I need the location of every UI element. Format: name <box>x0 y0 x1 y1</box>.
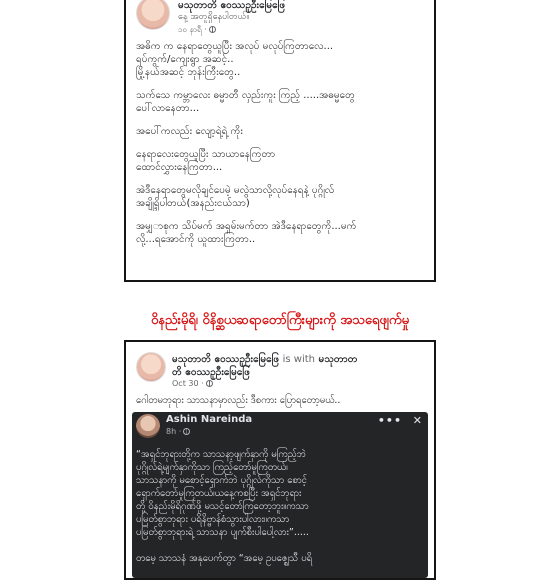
avatar[interactable] <box>136 352 166 382</box>
post-line: ထောင်လွှားနေကြတာ... <box>136 162 223 173</box>
post-line: အဲဒီနေရာတွေမလိုချင်ပေမဲ့ မလွဲသာလို့လုပ်နေရနဲ့ ပုဂ္ဂိုလ် <box>136 185 335 196</box>
shared-post-text <box>136 448 424 565</box>
post-time[interactable]: Oct 30 · <box>172 379 204 388</box>
post-paragraph <box>136 184 424 210</box>
shared-line: “အရှင်ဘုရားတို့က သာသနာ့ဖျက်နှာကို မကြည့်ဘဲ <box>136 449 306 460</box>
shared-line: သာသနာကို မစောင့်ရှောက်ဘဲ ပုဂ္ဂိုလ်ကိုသာ စောင့် <box>136 475 307 486</box>
post-line: နေရာလေးတွေယူပြီး သာယာနေကြတာ <box>136 149 276 160</box>
close-icon[interactable]: ✕ <box>412 414 422 427</box>
post-line: အမျှ‌ာစုက သိပ်မက် အရှမ်းမက်တာ အဲဒီနေရာတွေကို...မက် <box>136 221 357 232</box>
post-line: မြို့နယ်အဆင့် ဘုန်းကြီးတွေ.. <box>136 67 241 78</box>
post-line: အဓိက က နေရာတွေယူပြီး အလုပ် မလုပ်ကြတာလေ... <box>136 41 334 52</box>
shared-line: ရှောက်တော်မူကြတယ်၊ယနေ့ကစပြီး အရှင်ဘုရား <box>136 488 302 499</box>
globe-icon <box>206 380 213 387</box>
globe-icon <box>183 428 190 435</box>
bottom-post-card <box>124 340 436 580</box>
avatar[interactable] <box>136 0 170 30</box>
post-paragraph <box>136 148 424 174</box>
shared-line <box>136 539 424 552</box>
shared-post[interactable] <box>132 412 428 578</box>
shared-post-time <box>166 427 190 436</box>
post-meta <box>172 379 213 388</box>
post-line: သက်သေ ကမ္ဘာလေး ဓမ္မာတီ လှည်းကူး ကြည့် .....အဓမ္မတွေ <box>136 90 355 101</box>
post-body <box>136 40 424 256</box>
post-time[interactable]: ၁၀ နာရီ · <box>178 25 207 34</box>
post-line: အချို့ရှိပါတယ်(အနည်းငယ်သာ) <box>136 198 250 209</box>
shared-line: ပမြတ်စွာဘုရားရဲ့ သာသနာ ပျက်စီးပါပေါ့လား”..... <box>136 527 309 538</box>
more-options-icon[interactable]: ••• <box>377 414 402 427</box>
author-name-cont[interactable]: တိ ဧဝဿဉုဦးမြေဖြေ <box>172 367 250 378</box>
post-paragraph <box>136 125 424 138</box>
shared-line: တမေ့ သာသနံ အနုပေက်တွာ “အမေ့ ဥပဇ္ဈေသီ ပရိ <box>136 553 313 564</box>
author-name[interactable]: မသုတာတိ ဧဝဿဉုဦးမြေဖြေ <box>178 0 286 11</box>
tagged-name[interactable]: မသုတာတ <box>318 354 358 365</box>
shared-line: တို့ ဝိနည်းမိုရိဂုဏ်ဖို့ မသင့်တော်ကြတော့ဘူး။ကသာ <box>136 501 309 512</box>
author-status: နေ့ အတူရှိနေပါတယ်။ <box>178 12 250 22</box>
shared-line: ပုဂ္ဂိုလ်ရဲ့မျက်နှာကိုသာ ကြည့်တော်မူကြတယ်၊ <box>136 462 288 473</box>
post-intro: ဂေါတမဘုရား သာသနာမှာလည်း ဒီစကား ပြောရတော့မယ်.. <box>136 395 341 406</box>
with-text: is with <box>282 354 316 365</box>
post-meta <box>178 24 216 36</box>
post-paragraph <box>136 89 424 115</box>
shared-avatar[interactable] <box>136 414 160 438</box>
shared-author-name[interactable]: Ashin Nareinda <box>166 414 253 425</box>
globe-icon <box>209 26 216 33</box>
shared-time[interactable]: 8h · <box>166 427 182 436</box>
post-line: အပေါ်ကလည်း လျော့ရဲ့ရဲ့ ကိုး <box>136 126 243 137</box>
post-line: ပေါ်လာနေတာ... <box>136 103 200 114</box>
post-paragraph <box>136 40 424 79</box>
post-line: လို့...ရအောင်ကို ယူထားကြတာ.. <box>136 234 256 245</box>
top-post-header <box>136 0 428 34</box>
post-line: ရပ်ကွက်/ကျေးရွာ အဆင့်.. <box>136 54 234 65</box>
post-paragraph <box>136 220 424 246</box>
top-post-card <box>124 0 436 282</box>
page-caption: ဝိနည်းမိုရိ၊ ဝိနိစ္ဆယဆရာတော်ကြီးများကို အသရေဖျက်မှု <box>150 313 409 328</box>
author-name[interactable]: မသုတာတိ ဧဝဿဉုဦးမြေဖြေ <box>172 354 280 365</box>
shared-line: ပမြတ်စွာဘုရား ပရိနိဗ္ဗာန်စံသွားပါလား။ကသာ <box>136 514 290 525</box>
